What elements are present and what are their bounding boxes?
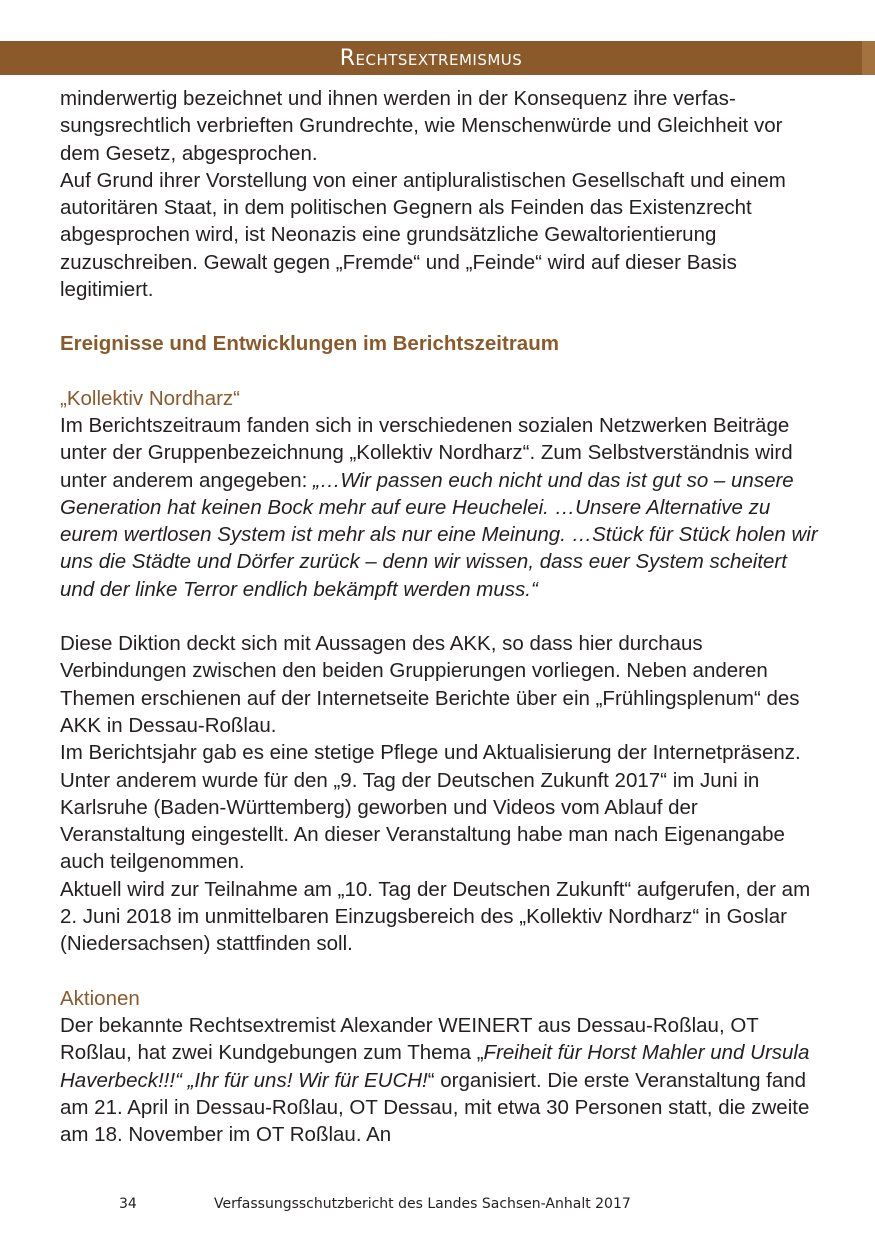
subheading-kollektiv-nordharz: „Kollektiv Nordharz“ <box>60 386 240 410</box>
spacer <box>60 358 820 385</box>
paragraph-7-quote: Freiheit für Horst Mahler und Ursula Haverbeck!!!“ „Ihr für uns! Wir für EUCH! <box>60 1041 810 1092</box>
page-footer <box>0 1196 875 1218</box>
paragraph-7-lead: Der bekannte Rechtsextremist Alexander WEINERT aus Dessau-Roßlau, OT Roßlau, hat zwei Kundgebungen zum Thema „ <box>60 1013 759 1065</box>
subheading-aktionen: Aktionen <box>60 986 140 1010</box>
publication-title: Verfassungsschutzbericht des Landes Sachsen-Anhalt 2017 <box>214 1196 631 1212</box>
paragraph-1: minderwertig bezeichnet und ihnen werden in der Konsequenz ihre verfassungsrechtlich verbrieften Grundrechte, wie Menschenwürde und Gleichheit vor dem Gesetz, abgesprochen. <box>60 87 783 165</box>
spacer <box>60 303 820 330</box>
paragraph-4: Diese Diktion deckt sich mit Aussagen des AKK, so dass hier durchaus Verbindungen zwischen den beiden Gruppierungen vorliegen. Neben anderen Themen erschienen auf der Internetseite Berichte über ein „Frühlingsplenum“ des AKK in Dessau-Roßlau. <box>60 632 800 737</box>
paragraph-6: Aktuell wird zur Teilnahme am „10. Tag der Deutschen Zukunft“ aufgerufen, der am 2. Juni 2018 im unmittelbaren Einzugsbereich des „Kollektiv Nordharz“ in Goslar (Niedersachsen) stattfinden soll. <box>60 877 811 956</box>
section-title: Rechtsextremismus <box>339 45 523 71</box>
section-heading: Ereignisse und Entwicklungen im Berichtszeitraum <box>60 332 559 356</box>
paragraph-7 <box>60 1012 820 1148</box>
section-header-bar <box>0 41 862 75</box>
paragraph-7-tail: “ organisiert. Die erste Veranstaltung fand am 21. April in Dessau-Roßlau, OT Dessau, mit etwa 30 Personen statt, die zweite am 18. November im OT Roßlau. An <box>60 1068 810 1147</box>
paragraph-3-quote: „…Wir passen euch nicht und das ist gut so – unsere Generation hat keinen Bock mehr auf eure Heuchelei. …Unsere Alternative zu eurem wertlosen System ist mehr als nur eine Meinung. …Stück für Stück holen wir uns die Städte und Dörfer zurück – denn wir wissen, dass euer System scheitert und der linke Terror endlich bekämpft werden muss.“ <box>60 468 818 601</box>
page-content <box>60 85 820 1148</box>
paragraph-5: Im Berichtsjahr gab es eine stetige Pflege und Aktualisierung der Internetpräsenz. Unter anderem wurde für den „9. Tag der Deutschen Zukunft 2017“ im Juni in Karlsruhe (Baden-Württemberg) geworben und Videos vom Ablauf der Veranstaltung eingestellt. An dieser Veranstaltung habe man nach Eigenangabe auch teilgenommen. <box>60 741 801 874</box>
spacer <box>60 603 820 630</box>
header-edge-accent <box>862 41 875 75</box>
paragraph-3-lead: Im Berichtszeitraum fanden sich in verschiedenen sozialen Netzwerken Beiträge unter der Gruppenbezeichnung „Kollektiv Nordharz“. Zum Selbstverständnis wird unter anderem angegeben: <box>60 413 793 492</box>
spacer <box>60 958 820 985</box>
paragraph-2: Auf Grund ihrer Vorstellung von einer antipluralistischen Gesellschaft und einem autoritären Staat, in dem politischen Gegnern als Feinden das Existenzrecht abgesprochen wird, ist Neonazis eine grundsätzliche Gewaltorientierung zuzuschreiben. Gewalt gegen „Fremde“ und „Feinde“ wird auf dieser Basis legitimiert. <box>60 168 786 302</box>
page-number: 34 <box>119 1196 137 1212</box>
paragraph-3 <box>60 412 820 603</box>
